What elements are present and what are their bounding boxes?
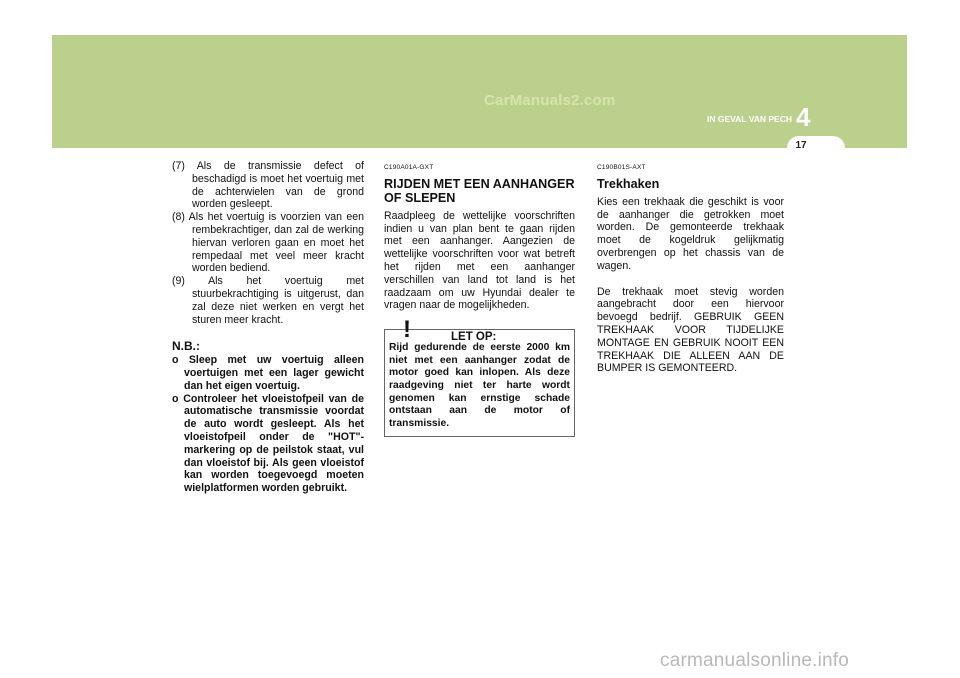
section-heading: Trekhaken <box>597 176 660 191</box>
chapter-number: 4 <box>796 102 811 132</box>
site-link[interactable]: CarManuals2.com <box>484 92 616 109</box>
warning-icon: ! <box>403 316 411 344</box>
section-heading: RIJDEN MET EEN AANHANGER OF SLEPEN <box>384 176 575 205</box>
right-column <box>597 160 784 388</box>
warning-header <box>389 316 570 344</box>
note-item: o Controleer het vloeistofpeil van de automatische transmissie voordat de auto wordt gesleept. Als het vloeistofpeil onder de "HOT"-markering op de peilstok staat, vul dan vloeistof bij. Als geen vloeistof kan worden toegevoegd moeten wielplatformen worden gebruikt. <box>172 392 364 495</box>
section-code: C190A01A-GXT <box>384 164 434 171</box>
warning-text: Rijd gedurende de eerste 2000 km niet met een aanhanger zodat de motor goed kan inlopen. Als deze raadgeving niet ter harte wordt genomen kan ernstige schade ontstaan aan de motor of transmissie. <box>389 342 570 429</box>
header-band <box>52 35 907 148</box>
section-code: C190B01S-AXT <box>597 164 646 171</box>
warning-title: LET OP: <box>451 331 497 344</box>
page-number: 17 <box>795 140 807 151</box>
list-item: (7) Als de transmissie defect of beschadigd is moet het voertuig met de achterwielen van de grond worden gesleept. <box>172 160 364 211</box>
list-item: (8) Als het voertuig is voorzien van een rembekrachtiger, dan zal de werking hiervan verloren gaan en moet het rempedaal met veel meer kracht worden bediend. <box>172 211 364 275</box>
note-item: o Sleep met uw voertuig alleen voertuigen met een lager gewicht dan het eigen voertuig. <box>172 354 364 392</box>
middle-column <box>384 160 575 437</box>
note-title: N.B.: <box>172 339 200 354</box>
warning-box <box>384 316 575 437</box>
paragraph: Kies een trekhaak die geschikt is voor de aanhanger die getrokken moet worden. De gemonteerde trekhaak moet de kogeldruk gelijkmatig overbrengen op het chassis van de wagen. <box>597 195 784 272</box>
section-label: IN GEVAL VAN PECH <box>706 114 792 124</box>
paragraph: Raadpleeg de wettelijke voorschriften indien u van plan bent te gaan rijden met een aanhanger. Aangezien de wettelijke voorschriften voor wat betreft het rijden met een aanhanger verschillen van land tot land is het raadzaam om uw Hyundai dealer te vragen naar de mogelijkheden. <box>384 209 575 312</box>
paragraph: De trekhaak moet stevig worden aangebracht door een hiervoor bevoegd bedrijf. GEBRUIK GEEN TREKHAAK VOOR TIJDELIJKE MONTAGE EN GEBRUIK NOOIT EEN TREKHAAK DIE ALLEEN AAN DE BUMPER IS GEMONTEERD. <box>597 285 784 375</box>
watermark: carmanualsonline.info <box>660 650 850 671</box>
left-column <box>172 160 364 495</box>
list-item: (9) Als het voertuig met stuurbekrachtiging is uitgerust, dan zal deze niet werken en vergt het sturen meer kracht. <box>172 275 364 326</box>
